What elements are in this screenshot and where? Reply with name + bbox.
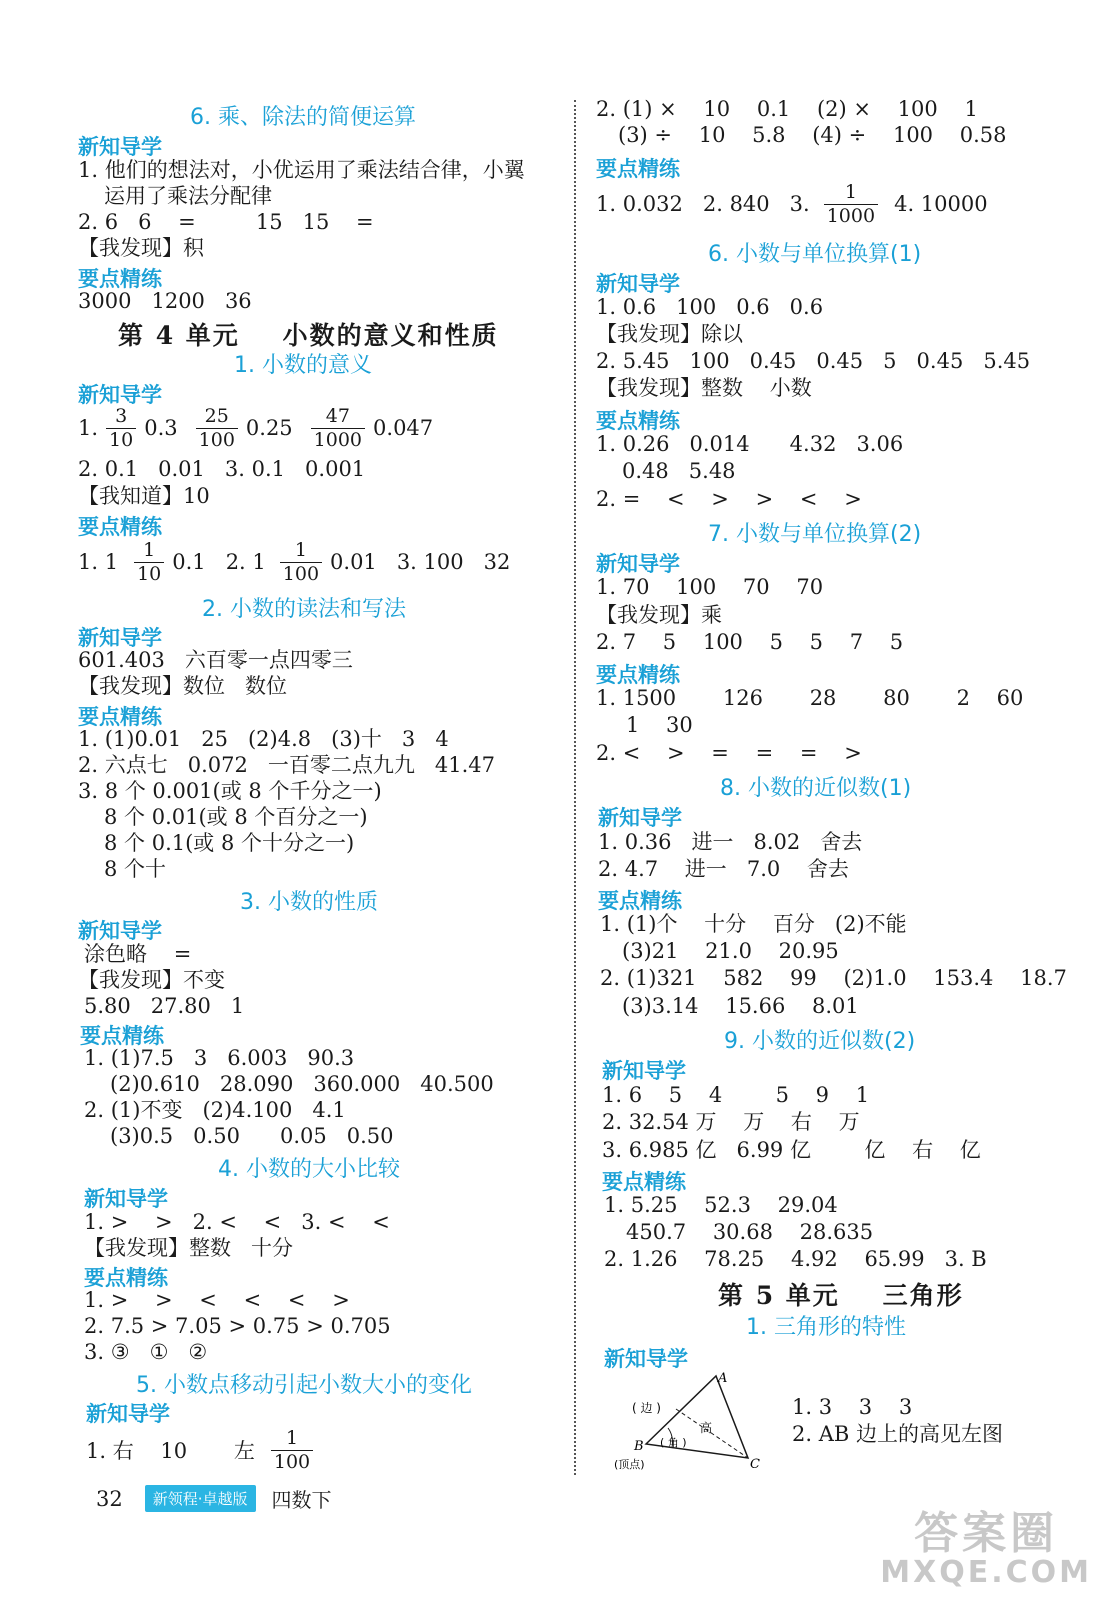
answer-line: 2. 32.54 万 万 右 万: [602, 1110, 860, 1134]
answer-line: 【我发现】整数 小数: [596, 376, 812, 400]
edge-label: ( 边 ): [632, 1401, 661, 1415]
section-title-8: 8. 小数的近似数(1): [720, 776, 912, 801]
fraction-line: 1. 右 10 左 $\frac{1}{100}$: [86, 1424, 321, 1476]
label-key-practice: 要点精练: [78, 515, 162, 539]
answer-line: 运用了乘法分配律: [104, 184, 272, 208]
angle-label: ( 角 ): [660, 1436, 687, 1449]
section-title-9: 9. 小数的近似数(2): [724, 1029, 916, 1054]
fraction: $\frac{1}{10}$: [134, 541, 164, 584]
answer-line: 1 30: [626, 713, 693, 737]
answer-line: 2. 7 5 100 5 5 7 5: [596, 630, 904, 654]
answer-line: 2. 5.45 100 0.45 0.45 5 0.45 5.45: [596, 349, 1031, 373]
fraction: $\frac{3}{10}$: [106, 407, 136, 450]
answer-line: (3)21 21.0 20.95: [622, 939, 839, 963]
answer-line: 3. 6.985 亿 6.99 亿 亿 右 亿: [602, 1138, 981, 1162]
fraction: $\frac{47}{1000}$: [311, 407, 365, 450]
label-new-knowledge: 新知导学: [86, 1402, 170, 1426]
label-key-practice: 要点精练: [598, 889, 682, 913]
label-new-knowledge: 新知导学: [596, 272, 680, 296]
answer-line: 3000 1200 36: [78, 289, 252, 313]
answer-line: 1. (1)个 十分 百分 (2)不能: [600, 912, 907, 936]
label-new-knowledge: 新知导学: [78, 383, 162, 407]
answer-line: 【我发现】不变: [78, 968, 225, 992]
fraction: $\frac{1}{100}$: [280, 541, 322, 584]
watermark: [880, 1497, 1092, 1590]
page-number: 32: [96, 1486, 123, 1511]
answer-line: 2. = < > > < >: [596, 487, 862, 511]
label-new-knowledge: 新知导学: [596, 552, 680, 576]
answer-line: 1. 1500 126 28 80 2 60: [596, 686, 1024, 710]
vertex-a-label: A: [718, 1371, 728, 1386]
answer-line: 1. 0.36 进一 8.02 舍去: [598, 830, 863, 854]
section-title-4: 4. 小数的大小比较: [218, 1157, 400, 1182]
section-title-2: 2. 小数的读法和写法: [202, 597, 406, 622]
label-new-knowledge: 新知导学: [598, 806, 682, 830]
answer-line: 2. < > = = = >: [596, 741, 862, 765]
answer-line: 1. 6 5 4 5 9 1: [602, 1083, 870, 1107]
brand-badge: 新领程·卓越版: [145, 1485, 256, 1512]
label-new-knowledge: 新知导学: [602, 1059, 686, 1083]
answer-line: 涂色略 =: [84, 942, 192, 966]
label-new-knowledge: 新知导学: [78, 135, 162, 159]
answer-line: 2. 7.5 > 7.05 > 0.75 > 0.705: [84, 1314, 391, 1338]
answer-line: 【我发现】乘: [596, 603, 722, 627]
column-divider: [574, 100, 576, 1475]
answer-line: 1. > > 2. < < 3. < <: [84, 1210, 390, 1234]
answer-line: 【我发现】整数 十分: [84, 1236, 294, 1260]
answer-line: (2)0.610 28.090 360.000 40.500: [110, 1072, 494, 1096]
answer-line: 2. AB 边上的高见左图: [792, 1422, 1003, 1446]
vertex-label: (顶点): [614, 1458, 645, 1471]
fraction: $\frac{1}{100}$: [271, 1429, 313, 1472]
section-title-6-1: 6. 小数与单位换算(1): [708, 242, 922, 267]
answer-line: (3)3.14 15.66 8.01: [622, 994, 859, 1018]
answer-line: 8 个十: [104, 857, 167, 881]
section-title-1: 1. 小数的意义: [234, 353, 372, 378]
vertex-b-label: B: [634, 1439, 644, 1454]
answer-line: 【我知道】10: [78, 484, 210, 508]
answer-line: 【我发现】数位 数位: [78, 674, 288, 698]
answer-line: 2. (1)321 582 99 (2)1.0 153.4 18.7: [600, 966, 1067, 990]
label-key-practice: 要点精练: [78, 705, 162, 729]
subject-label: 四数下: [271, 1488, 332, 1512]
answer-line: 2. 1.26 78.25 4.92 65.99 3. B: [604, 1247, 987, 1271]
fraction: $\frac{1}{1000}$: [824, 183, 878, 226]
answer-line: 601.403 六百零一点四零三: [78, 648, 353, 672]
label-new-knowledge: 新知导学: [78, 626, 162, 650]
fraction-line: 1. 0.032 2. 840 3. $\frac{1}{1000}$ 4. 10000: [596, 180, 988, 227]
answer-line: 3. ③ ① ②: [84, 1340, 208, 1364]
vertex-c-label: C: [750, 1457, 760, 1472]
section-title-7: 7. 小数与单位换算(2): [708, 522, 922, 547]
answer-line: 1. > > < < < >: [84, 1288, 350, 1312]
answer-line: 5.80 27.80 1: [84, 994, 245, 1018]
answer-line: 【我发现】除以: [596, 322, 743, 346]
label-new-knowledge: 新知导学: [78, 919, 162, 943]
label-key-practice: 要点精练: [596, 663, 680, 687]
answer-line: 【我发现】积: [78, 236, 204, 260]
answer-line: 1. 他们的想法对，小优运用了乘法结合律，小翼: [78, 158, 525, 182]
triangle-diagram: [608, 1368, 768, 1472]
height-label: 高: [700, 1421, 713, 1435]
label-key-practice: 要点精练: [596, 409, 680, 433]
section-title-6: 6. 乘、除法的简便运算: [190, 105, 416, 130]
answer-line: 2. 6 6 = 15 15 =: [78, 210, 374, 234]
fraction-line: 1. $\frac{3}{10}$ 0.3 $\frac{25}{100}$ 0.25 $\frac{47}{1000}$ 0.047: [78, 404, 434, 451]
section-title-5: 5. 小数点移动引起小数大小的变化: [136, 1373, 472, 1398]
answer-line: 2. 4.7 进一 7.0 舍去: [598, 857, 849, 881]
answer-line: (3)0.5 0.50 0.05 0.50: [110, 1124, 394, 1148]
answer-line: 1. 3 3 3: [792, 1395, 913, 1419]
answer-line: 1. 0.26 0.014 4.32 3.06: [596, 432, 904, 456]
answer-line: 2. 六点七 0.072 一百零二点九九 41.47: [78, 753, 496, 777]
answer-line: 2. (1) × 10 0.1 (2) × 100 1: [596, 97, 978, 121]
answer-line: 0.48 5.48: [622, 459, 736, 483]
watermark-top: 答案圈: [914, 1508, 1059, 1559]
page-footer: [96, 1484, 332, 1513]
fraction: $\frac{25}{100}$: [196, 407, 238, 450]
section-title-5-1: 1. 三角形的特性: [746, 1315, 906, 1340]
answer-line: 8 个 0.1(或 8 个十分之一): [104, 831, 355, 855]
answer-line: 2. (1)不变 (2)4.100 4.1: [84, 1098, 346, 1122]
unit-4-title: 第 4 单元 小数的意义和性质: [118, 321, 499, 350]
fraction-line: 1. 1 $\frac{1}{10}$ 0.1 2. 1 $\frac{1}{100}$ 0.01 3. 100 32: [78, 538, 511, 585]
answer-line: 3. 8 个 0.001(或 8 个千分之一): [78, 779, 382, 803]
watermark-bottom: MXQE.COM: [880, 1555, 1092, 1590]
label-key-practice: 要点精练: [78, 267, 162, 291]
label-new-knowledge: 新知导学: [84, 1187, 168, 1211]
label-key-practice: 要点精练: [602, 1170, 686, 1194]
answer-line: 1. (1)0.01 25 (2)4.8 (3)十 3 4: [78, 727, 449, 751]
unit-5-title: 第 5 单元 三角形: [718, 1281, 964, 1310]
answer-line: 1. (1)7.5 3 6.003 90.3: [84, 1046, 355, 1070]
answer-line: 8 个 0.01(或 8 个百分之一): [104, 805, 368, 829]
label-key-practice: 要点精练: [80, 1024, 164, 1048]
label-new-knowledge: 新知导学: [604, 1347, 688, 1371]
answer-line: 450.7 30.68 28.635: [626, 1220, 874, 1244]
label-key-practice: 要点精练: [84, 1266, 168, 1290]
answer-line: (3) ÷ 10 5.8 (4) ÷ 100 0.58: [618, 123, 1007, 147]
answer-line: 1. 5.25 52.3 29.04: [604, 1193, 838, 1217]
answer-line: 2. 0.1 0.01 3. 0.1 0.001: [78, 457, 366, 481]
section-title-3: 3. 小数的性质: [240, 890, 378, 915]
answer-line: 1. 0.6 100 0.6 0.6: [596, 295, 824, 319]
answer-line: 1. 70 100 70 70: [596, 575, 824, 599]
label-key-practice: 要点精练: [596, 157, 680, 181]
